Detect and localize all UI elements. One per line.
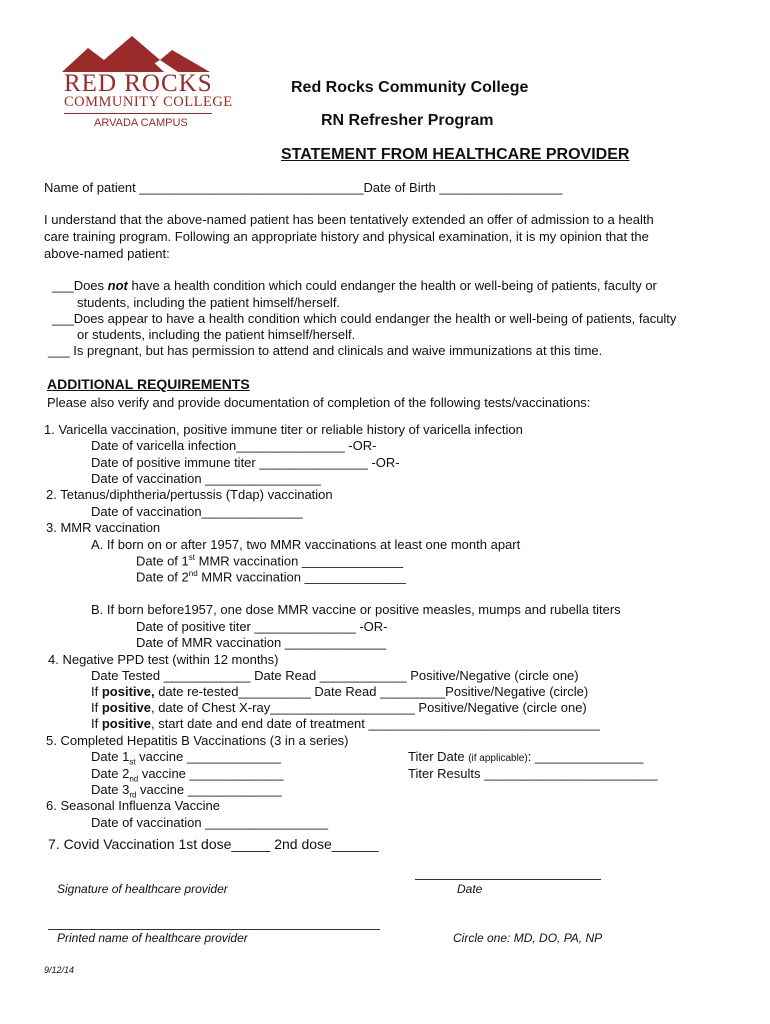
option-pregnant[interactable]: ___ Is pregnant, but has permission to attend and clinicals and waive immunizations at this time. (48, 343, 603, 358)
hepb-titer-results[interactable]: Titer Results ________________________ (408, 766, 658, 781)
option-has-condition-cont: or students, including the patient himself/herself. (77, 327, 356, 342)
item-mmr: 3. MMR vaccination (46, 520, 161, 535)
hepb-third-sub: rd (129, 790, 137, 800)
intro-line-2: care training program. Following an appropriate history and physical examination, it is my opinion that the (44, 229, 649, 244)
hepb-third-post: vaccine _____________ (136, 782, 282, 797)
mmr-second-sup: nd (188, 569, 198, 578)
option-no-condition-pre: ___Does (52, 278, 108, 293)
program-name: RN Refresher Program (321, 112, 494, 129)
item-hepatitis-b: 5. Completed Hepatitis B Vaccinations (3 in a series) (46, 733, 349, 748)
logo-campus: ARVADA CAMPUS (94, 117, 188, 129)
option-no-condition-cont: students, including the patient himself/herself. (77, 295, 341, 310)
logo-divider (64, 113, 212, 114)
signature-label: Signature of healthcare provider (57, 882, 228, 896)
logo-name-line2: COMMUNITY COLLEGE (64, 94, 233, 110)
varicella-vaccination-date[interactable]: Date of vaccination ________________ (91, 471, 321, 486)
ppd-treatment-post: , start date and end date of treatment ________________________________ (150, 716, 600, 731)
additional-requirements-heading: ADDITIONAL REQUIREMENTS (47, 376, 250, 392)
mmr-second-dose-date[interactable] (136, 569, 406, 584)
titer-date-small: (if applicable) (468, 753, 528, 764)
option-has-condition[interactable]: ___Does appear to have a health condition which could endanger the health or well-being of patients, faculty (52, 311, 677, 326)
varicella-infection-date[interactable]: Date of varicella infection_______________ -OR- (91, 438, 377, 453)
ppd-treatment-line[interactable] (91, 716, 600, 731)
ppd-retest-em: positive, (101, 684, 155, 699)
ppd-retest-post: date re-tested__________ Date Read _________Positive/Negative (circle) (154, 684, 589, 699)
mmr-second-post: MMR vaccination ______________ (197, 569, 406, 585)
item-tdap: 2. Tetanus/diphtheria/pertussis (Tdap) vaccination (46, 487, 333, 502)
option-no-condition-post: have a health condition which could endanger the health or well-being of patients, faculty or (127, 278, 657, 293)
hepb-second-pre: Date 2 (91, 766, 130, 781)
ppd-retest-pre: If (91, 684, 102, 699)
ppd-xray-post: , date of Chest X-ray____________________ Positive/Negative (circle one) (150, 700, 587, 715)
page-title: STATEMENT FROM HEALTHCARE PROVIDER (281, 146, 630, 163)
hepb-first-dose[interactable] (91, 749, 281, 767)
ppd-retest-line[interactable] (91, 684, 588, 699)
college-name: Red Rocks Community College (291, 79, 529, 96)
form-revision-date: 9/12/14 (44, 965, 75, 975)
mmr-first-dose-date[interactable] (136, 553, 403, 568)
logo-name-line1: RED ROCKS (64, 70, 213, 97)
influenza-vaccination-date[interactable]: Date of vaccination _________________ (91, 815, 329, 830)
date-signature-line[interactable] (415, 879, 601, 880)
printed-name-label: Printed name of healthcare provider (57, 931, 248, 945)
hepb-second-sub: nd (129, 774, 139, 784)
ppd-tested-read[interactable]: Date Tested ____________ Date Read ____________ Positive/Negative (circle one) (91, 668, 579, 683)
intro-line-1: I understand that the above-named patient has been tentatively extended an offer of admission to a health (44, 212, 654, 227)
mmr-second-pre: Date of 2 (136, 569, 189, 585)
mmr-option-a: A. If born on or after 1957, two MMR vaccinations at least one month apart (91, 537, 521, 552)
hepb-second-dose[interactable] (91, 766, 284, 784)
printed-name-line[interactable] (48, 929, 380, 930)
credential-circle-one: Circle one: MD, DO, PA, NP (453, 931, 603, 945)
hepb-second-post: vaccine _____________ (138, 766, 284, 781)
option-no-condition[interactable] (52, 278, 657, 293)
varicella-titer-date[interactable]: Date of positive immune titer _______________ -OR- (91, 455, 400, 470)
ppd-xray-line[interactable] (91, 700, 587, 715)
hepb-third-dose[interactable] (91, 782, 282, 800)
mmr-first-pre: Date of 1 (136, 553, 189, 569)
titer-date-pre: Titer Date (408, 749, 469, 764)
hepb-first-post: vaccine _____________ (135, 749, 281, 764)
mmr-titer-date[interactable]: Date of positive titer ______________ -OR- (136, 619, 388, 634)
ppd-xray-pre: If (91, 700, 102, 715)
mmr-option-b: B. If born before1957, one dose MMR vaccine or positive measles, mumps and rubella titers (91, 602, 621, 617)
ppd-treatment-em: positive (101, 716, 151, 731)
tdap-vaccination-date[interactable]: Date of vaccination______________ (91, 504, 303, 519)
ppd-treatment-pre: If (91, 716, 102, 731)
item-varicella: 1. Varicella vaccination, positive immune titer or reliable history of varicella infection (44, 422, 523, 437)
item-influenza: 6. Seasonal Influenza Vaccine (46, 798, 220, 813)
patient-name-dob-line[interactable]: Name of patient _______________________________Date of Birth _________________ (44, 180, 563, 195)
intro-line-3: above-named patient: (44, 246, 170, 261)
hepb-titer-date[interactable] (408, 749, 643, 764)
titer-date-post: : _______________ (527, 749, 644, 764)
item-covid[interactable]: 7. Covid Vaccination 1st dose_____ 2nd dose______ (48, 836, 379, 852)
date-label: Date (457, 882, 483, 896)
option-no-condition-emphasis: not (107, 278, 128, 293)
hepb-first-pre: Date 1 (91, 749, 130, 764)
additional-requirements-intro: Please also verify and provide documentation of completion of the following tests/vaccinations: (47, 395, 591, 410)
hepb-first-sub: st (129, 757, 136, 767)
mmr-first-post: MMR vaccination ______________ (195, 553, 404, 569)
hepb-third-pre: Date 3 (91, 782, 130, 797)
mmr-first-sup: st (188, 553, 195, 562)
mmr-vaccination-date[interactable]: Date of MMR vaccination ______________ (136, 635, 387, 650)
ppd-xray-em: positive (101, 700, 151, 715)
item-ppd: 4. Negative PPD test (within 12 months) (48, 652, 279, 667)
